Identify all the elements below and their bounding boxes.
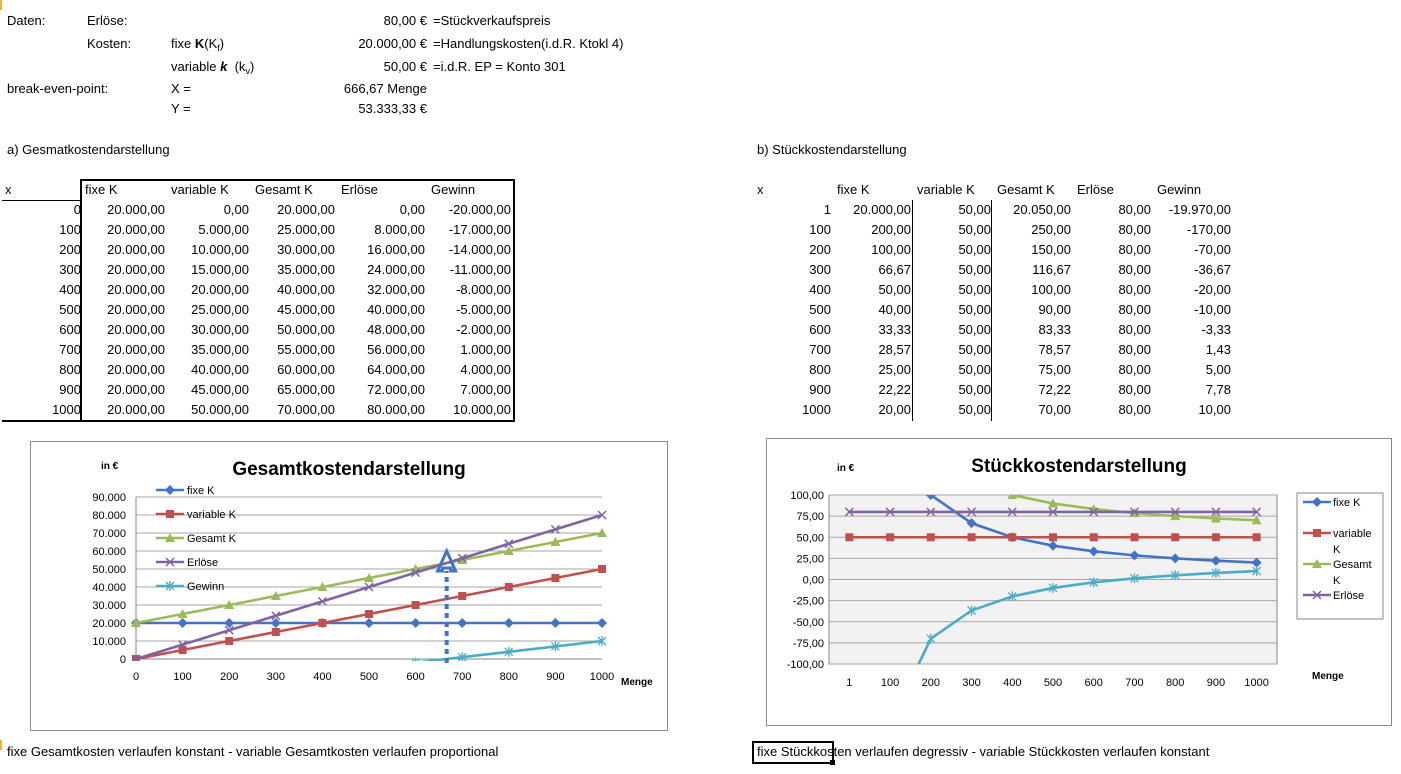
chart-stueckkosten-svg	[767, 439, 1391, 725]
table-cell[interactable]: 80,00	[1118, 262, 1151, 277]
table-cell[interactable]: 20.000,00	[191, 282, 249, 297]
data-point	[968, 533, 976, 541]
table-cell[interactable]: 700	[59, 342, 81, 357]
table-cell[interactable]: -170,00	[1186, 222, 1231, 237]
table-cell[interactable]: 64.000,00	[367, 362, 425, 377]
legend-marker	[166, 510, 174, 518]
table-cell[interactable]: 56.000,00	[367, 342, 425, 357]
table-cell[interactable]: 33,33	[878, 322, 911, 337]
table-cell[interactable]: 400	[59, 282, 81, 297]
legend-label: Erlöse	[187, 557, 219, 569]
table-cell[interactable]: 900	[809, 382, 831, 397]
data-point	[926, 448, 936, 457]
table-cell[interactable]: 100,00	[871, 242, 911, 257]
table-cell[interactable]: 20.000,00	[107, 402, 165, 417]
y-tick-label: 10.000	[92, 636, 126, 648]
table-cell[interactable]: 25.000,00	[277, 222, 335, 237]
legend-label: K	[1333, 544, 1341, 556]
table-cell[interactable]: 20.000,00	[107, 342, 165, 357]
data-point	[1049, 533, 1057, 541]
data-point	[551, 574, 559, 582]
table-cell[interactable]: 100	[59, 222, 81, 237]
table-cell[interactable]: 5,00	[1205, 362, 1231, 377]
data-point	[1130, 533, 1138, 541]
x-tick-label: 600	[406, 671, 425, 683]
y-tick-label: -25,00	[792, 595, 824, 608]
table-header-cell[interactable]: Gewinn	[1157, 182, 1202, 197]
table-cell[interactable]: 75,00	[1038, 362, 1071, 377]
table-cell[interactable]: -20,00	[1194, 282, 1231, 297]
table-cell[interactable]: 900	[59, 382, 81, 397]
table-cell[interactable]: 600	[809, 322, 831, 337]
table-cell[interactable]: 250,00	[1031, 222, 1071, 237]
x-tick-label: 700	[1125, 677, 1144, 689]
table-cell[interactable]: 83,33	[1038, 322, 1071, 337]
table-cell[interactable]: 50,00	[958, 362, 991, 377]
footnote-b[interactable]: fixe Stückkosten verlaufen degressiv - variable Stückkosten verlaufen konstant	[757, 744, 1210, 759]
table-cell[interactable]: 50,00	[958, 342, 991, 357]
row-edge-marker-bottom	[0, 740, 2, 750]
table-cell[interactable]: 50,00	[958, 222, 991, 237]
data-point	[1253, 533, 1261, 541]
table-cell[interactable]: 50,00	[958, 382, 991, 397]
legend-marker	[1313, 529, 1321, 537]
y-tick-label: 20.000	[92, 618, 126, 630]
x-axis-label: Menge	[1312, 671, 1344, 682]
data-point	[272, 628, 280, 636]
chart-title: Stückkostendarstellung	[971, 456, 1187, 477]
x-tick-label: 200	[220, 671, 239, 683]
table-cell[interactable]: 50.000,00	[277, 322, 335, 337]
table-cell[interactable]: 15.000,00	[191, 262, 249, 277]
section-a-title[interactable]: a) Gesmatkostendarstellung	[7, 142, 170, 157]
table-cell[interactable]: -10,00	[1194, 302, 1231, 317]
bep-y-label[interactable]: Y =	[171, 101, 191, 116]
table-cell[interactable]: 200	[59, 242, 81, 257]
data-point	[1171, 533, 1179, 541]
table-cell[interactable]: 80,00	[1118, 342, 1151, 357]
series-fixe K	[131, 618, 607, 628]
data-point	[364, 618, 374, 628]
table-cell[interactable]: 800	[59, 362, 81, 377]
fixe-k-label-sub: f	[217, 43, 220, 53]
table-cell[interactable]: 100	[809, 222, 831, 237]
x-tick-label: 100	[880, 677, 900, 689]
data-point	[504, 618, 514, 628]
y-tick-label: 90.000	[92, 492, 126, 504]
table-cell[interactable]: 0,00	[223, 202, 249, 217]
table-cell[interactable]: 28,57	[878, 342, 911, 357]
table-header-cell[interactable]: Gewinn	[431, 182, 476, 197]
table-header-cell[interactable]: x	[757, 182, 764, 197]
table-cell[interactable]: 40.000,00	[277, 282, 335, 297]
table-cell[interactable]: 116,67	[1032, 262, 1071, 277]
data-point	[457, 618, 467, 628]
table-cell[interactable]: 70,00	[1038, 402, 1071, 417]
legend-label: fixe K	[187, 485, 215, 497]
table-cell[interactable]: 7,78	[1205, 382, 1231, 397]
data-point	[412, 658, 420, 668]
table-cell[interactable]: 20.000,00	[853, 202, 911, 217]
table-cell[interactable]: 1000	[52, 402, 81, 417]
table-cell[interactable]: -14.000,00	[448, 242, 511, 257]
x-tick-label: 900	[546, 671, 565, 683]
table-cell[interactable]: 20.000,00	[107, 362, 165, 377]
y-tick-label: -100,00	[786, 659, 824, 671]
table-cell[interactable]: 80,00	[1118, 282, 1151, 297]
y-tick-label: 25,00	[796, 553, 824, 566]
chart-title: Gesamtkostendarstellung	[232, 459, 466, 480]
variable-k-label[interactable]	[168, 57, 257, 77]
row-edge-marker	[0, 0, 2, 10]
data-point	[1008, 533, 1016, 541]
table-cell[interactable]: 400	[809, 282, 831, 297]
legend-item	[156, 533, 237, 545]
data-point	[967, 476, 977, 485]
table-cell[interactable]: 600	[59, 322, 81, 337]
variable-k-note[interactable]: =i.d.R. EP = Konto 301	[433, 59, 566, 74]
legend-marker	[165, 485, 175, 495]
x-tick-label: 1000	[589, 671, 615, 683]
table-cell[interactable]: 80,00	[1118, 362, 1151, 377]
data-point	[458, 592, 466, 600]
data-point	[412, 601, 420, 609]
table-cell[interactable]: -17.000,00	[448, 222, 511, 237]
table-cell[interactable]: 10,00	[1198, 402, 1231, 417]
table-cell[interactable]: 0	[73, 202, 81, 217]
table-cell[interactable]: 20.000,00	[107, 322, 165, 337]
table-cell[interactable]: 25,00	[878, 362, 911, 377]
erloese-value[interactable]: 80,00 €	[383, 13, 427, 28]
table-cell[interactable]: 72.000,00	[367, 382, 425, 397]
y-tick-label: -75,00	[792, 637, 824, 650]
table-cell[interactable]: 20,00	[878, 402, 911, 417]
y-tick-label: 40.000	[92, 582, 126, 594]
table-cell[interactable]: -8.000,00	[456, 282, 511, 297]
chart-gesamtkosten[interactable]	[30, 441, 668, 731]
table-header-cell[interactable]: fixe K	[837, 182, 870, 197]
x-tick-label: 300	[962, 677, 981, 689]
table-cell[interactable]: 700	[809, 342, 831, 357]
table-cell[interactable]: 80,00	[1118, 302, 1151, 317]
y-axis-label: in €	[837, 463, 855, 474]
table-cell[interactable]: 20.000,00	[107, 242, 165, 257]
table-cell[interactable]: 300	[59, 262, 81, 277]
table-cell[interactable]: 20.050,00	[1013, 202, 1071, 217]
table-header-cell[interactable]: Gesamt K	[255, 182, 313, 197]
table-cell[interactable]: 1	[823, 202, 831, 217]
table-header-cell[interactable]: variable K	[171, 182, 229, 197]
x-tick-label: 400	[1003, 677, 1022, 689]
data-point	[886, 718, 894, 725]
x-tick-label: 300	[266, 671, 285, 683]
table-cell[interactable]: 60.000,00	[277, 362, 335, 377]
legend-item	[156, 557, 218, 569]
table-cell[interactable]: -5.000,00	[456, 302, 511, 317]
y-tick-label: 70.000	[92, 528, 126, 540]
legend-label: fixe K	[1333, 497, 1361, 509]
data-point	[550, 618, 560, 628]
table-cell[interactable]: 1000	[802, 402, 831, 417]
table-cell[interactable]: 0,00	[399, 202, 425, 217]
data-point	[318, 619, 326, 627]
table-cell[interactable]: 80,00	[1118, 322, 1151, 337]
table-cell[interactable]: 50,00	[878, 282, 911, 297]
y-tick-label: 100,00	[790, 490, 824, 502]
table-header-cell[interactable]: x	[5, 182, 12, 197]
data-point	[1212, 533, 1220, 541]
chart-gesamtkosten-svg	[31, 442, 667, 730]
fixe-k-label-prefix: fixe	[171, 36, 195, 51]
table-cell[interactable]: 50,00	[958, 322, 991, 337]
table-cell[interactable]: 48.000,00	[367, 322, 425, 337]
y-tick-label: 50,00	[796, 532, 824, 545]
table-cell[interactable]: 80,00	[1118, 402, 1151, 417]
fill-handle[interactable]	[830, 760, 835, 765]
variable-k-label-close: )	[249, 59, 255, 74]
table-cell[interactable]: -36,67	[1194, 262, 1231, 277]
y-tick-label: 60.000	[92, 546, 126, 558]
table-cell[interactable]: 22,22	[878, 382, 911, 397]
x-tick-label: 600	[1084, 677, 1103, 689]
variable-k-label-bold: k	[220, 59, 228, 74]
fixe-k-value[interactable]: 20.000,00 €	[358, 36, 427, 51]
table-cell[interactable]: 50,00	[958, 302, 991, 317]
table-cell[interactable]: -11.000,00	[449, 262, 511, 277]
table-cell[interactable]: 500	[59, 302, 81, 317]
table-cell[interactable]: 30.000,00	[277, 242, 335, 257]
table-cell[interactable]: 70.000,00	[277, 402, 335, 417]
y-tick-label: 0	[119, 654, 126, 666]
y-tick-label: 30.000	[92, 600, 126, 612]
bep-label[interactable]: break-even-point:	[7, 81, 109, 96]
fixe-k-label-paren: (K	[204, 36, 218, 51]
data-point	[179, 685, 187, 695]
table-header-cell[interactable]: Erlöse	[1077, 182, 1114, 197]
table-cell[interactable]: 20.000,00	[107, 262, 165, 277]
table-cell[interactable]: 50,00	[958, 402, 991, 417]
x-tick-label: 200	[921, 677, 940, 689]
fixe-k-note[interactable]: =Handlungskosten(i.d.R. Ktokl 4)	[433, 36, 624, 51]
table-cell[interactable]: 20.000,00	[107, 302, 165, 317]
data-point	[886, 533, 894, 541]
y-tick-label: 50.000	[92, 564, 126, 576]
legend-label: Gesamt	[1333, 559, 1372, 571]
data-point	[178, 618, 188, 628]
table-cell[interactable]: 66,67	[878, 262, 911, 277]
table-cell[interactable]: 200	[809, 242, 831, 257]
x-tick-label: 500	[359, 671, 379, 683]
fixe-k-label-close: )	[219, 36, 225, 51]
table-cell[interactable]: 5.000,00	[198, 222, 249, 237]
table-cell[interactable]: 80,00	[1118, 202, 1151, 217]
table-header-cell[interactable]: Gesamt K	[997, 182, 1055, 197]
table-cell[interactable]: 300	[809, 262, 831, 277]
bep-y-value[interactable]: 53.333,33 €	[358, 101, 427, 116]
table-cell[interactable]: 40.000,00	[367, 302, 425, 317]
table-cell[interactable]: -19.970,00	[1168, 202, 1231, 217]
table-cell[interactable]: 20.000,00	[107, 282, 165, 297]
y-axis-label: in €	[101, 461, 119, 472]
table-cell[interactable]: 72,22	[1038, 382, 1071, 397]
bep-x-value[interactable]: 666,67 Menge	[343, 81, 427, 96]
table-cell[interactable]: 10.000,00	[453, 402, 511, 417]
data-point	[598, 565, 606, 573]
table-cell[interactable]: 50,00	[958, 202, 991, 217]
table-cell[interactable]: 45.000,00	[277, 302, 335, 317]
table-cell[interactable]: 80,00	[1118, 382, 1151, 397]
table-cell[interactable]: 80.000,00	[367, 402, 425, 417]
table-cell[interactable]: 40.000,00	[191, 362, 249, 377]
table-cell[interactable]: 40,00	[878, 302, 911, 317]
table-cell[interactable]: -70,00	[1194, 242, 1231, 257]
table-cell[interactable]: 800	[809, 362, 831, 377]
x-tick-label: 800	[499, 671, 518, 683]
table-cell[interactable]: 20.000,00	[107, 202, 165, 217]
table-cell[interactable]: 20.000,00	[107, 382, 165, 397]
kosten-label[interactable]: Kosten:	[87, 36, 132, 51]
x-tick-label: 900	[1206, 677, 1226, 689]
section-b-title[interactable]: b) Stückkostendarstellung	[757, 142, 907, 157]
table-cell[interactable]: 78,57	[1038, 342, 1071, 357]
footnote-a[interactable]: fixe Gesamtkosten verlaufen konstant - variable Gesamtkosten verlaufen proportional	[7, 744, 499, 759]
legend-label: Gewinn	[187, 581, 225, 593]
y-tick-label: 0,00	[802, 574, 824, 587]
variable-k-label-paren: (k	[227, 59, 246, 74]
x-axis-label: Menge	[621, 677, 653, 688]
data-point	[132, 690, 140, 700]
table-cell[interactable]: 90,00	[1038, 302, 1071, 317]
data-point	[505, 583, 513, 591]
data-point	[597, 618, 607, 628]
x-tick-label: 1000	[1244, 677, 1269, 689]
table-cell[interactable]: 100,00	[1031, 282, 1071, 297]
table-cell[interactable]: 16.000,00	[367, 242, 425, 257]
legend-label: K	[1333, 575, 1341, 587]
table-cell[interactable]: 55.000,00	[277, 342, 335, 357]
data-point	[411, 618, 421, 628]
x-tick-label: 700	[453, 671, 472, 683]
table-header-cell[interactable]: variable K	[917, 182, 975, 197]
x-tick-label: 100	[173, 671, 192, 683]
table-cell[interactable]: 10.000,00	[191, 242, 249, 257]
variable-k-label-prefix: variable	[171, 59, 221, 74]
legend-item	[156, 581, 224, 593]
chart-stueckkosten[interactable]	[766, 438, 1392, 726]
variable-k-value[interactable]: 50,00 €	[383, 59, 427, 74]
table-cell[interactable]: 4.000,00	[460, 362, 511, 377]
table-cell[interactable]: 500	[809, 302, 831, 317]
erloese-note[interactable]: =Stückverkaufspreis	[433, 13, 551, 28]
table-cell[interactable]: 80,00	[1118, 242, 1151, 257]
table-cell[interactable]: 200,00	[871, 222, 911, 237]
table-cell[interactable]: -20.000,00	[448, 202, 511, 217]
table-cell[interactable]: 20.000,00	[107, 222, 165, 237]
table-cell[interactable]: 8.000,00	[374, 222, 425, 237]
legend-label: variable K	[187, 509, 236, 521]
table-cell[interactable]: 35.000,00	[277, 262, 335, 277]
y-tick-label: 75,00	[796, 511, 824, 524]
table-cell[interactable]: 80,00	[1118, 222, 1151, 237]
table-cell[interactable]: 35.000,00	[191, 342, 249, 357]
x-tick-label: 500	[1043, 677, 1063, 689]
legend-label: Gesamt K	[187, 533, 236, 545]
table-cell[interactable]: 7.000,00	[460, 382, 511, 397]
table-cell[interactable]: 65.000,00	[277, 382, 335, 397]
y-tick-label: -50,00	[792, 616, 824, 629]
daten-label[interactable]: Daten:	[7, 13, 46, 28]
table-cell[interactable]: 20.000,00	[277, 202, 335, 217]
variable-k-label-sub: v	[245, 66, 250, 76]
x-tick-label: 0	[132, 671, 140, 683]
table-cell[interactable]: 50,00	[958, 262, 991, 277]
legend-label: variable	[1333, 528, 1372, 540]
table-cell[interactable]: 50.000,00	[191, 402, 249, 417]
x-tick-label: 1	[846, 677, 853, 689]
table-cell[interactable]: 32.000,00	[367, 282, 425, 297]
legend-item	[156, 509, 237, 521]
legend-item	[156, 485, 215, 497]
legend-label: Erlöse	[1333, 590, 1365, 602]
data-point	[1090, 533, 1098, 541]
table-cell[interactable]: 1.000,00	[460, 342, 511, 357]
fixe-k-label[interactable]	[168, 34, 227, 54]
bep-x-label[interactable]: X =	[171, 81, 191, 96]
fixe-k-label-bold: K	[194, 36, 205, 51]
table-cell[interactable]: 45.000,00	[191, 382, 249, 397]
table-cell[interactable]: -3,33	[1201, 322, 1231, 337]
x-tick-label: 800	[1166, 677, 1185, 689]
table-cell[interactable]: 30.000,00	[191, 322, 249, 337]
table-cell[interactable]: 25.000,00	[191, 302, 249, 317]
data-point	[365, 610, 373, 618]
data-point	[845, 533, 853, 541]
table-cell[interactable]: 50,00	[958, 242, 991, 257]
table-header-cell[interactable]: fixe K	[85, 182, 118, 197]
series-line	[136, 641, 602, 695]
data-point	[927, 533, 935, 541]
y-tick-label: 80.000	[92, 510, 126, 522]
data-point	[225, 637, 233, 645]
erloese-label[interactable]: Erlöse:	[87, 13, 128, 28]
table-header-cell[interactable]: Erlöse	[341, 182, 378, 197]
table-cell[interactable]: 24.000,00	[367, 262, 425, 277]
table-cell[interactable]: 1,43	[1205, 342, 1231, 357]
table-cell[interactable]: -2.000,00	[456, 322, 511, 337]
table-cell[interactable]: 150,00	[1031, 242, 1071, 257]
table-cell[interactable]: 50,00	[958, 282, 991, 297]
x-tick-label: 400	[313, 671, 332, 683]
